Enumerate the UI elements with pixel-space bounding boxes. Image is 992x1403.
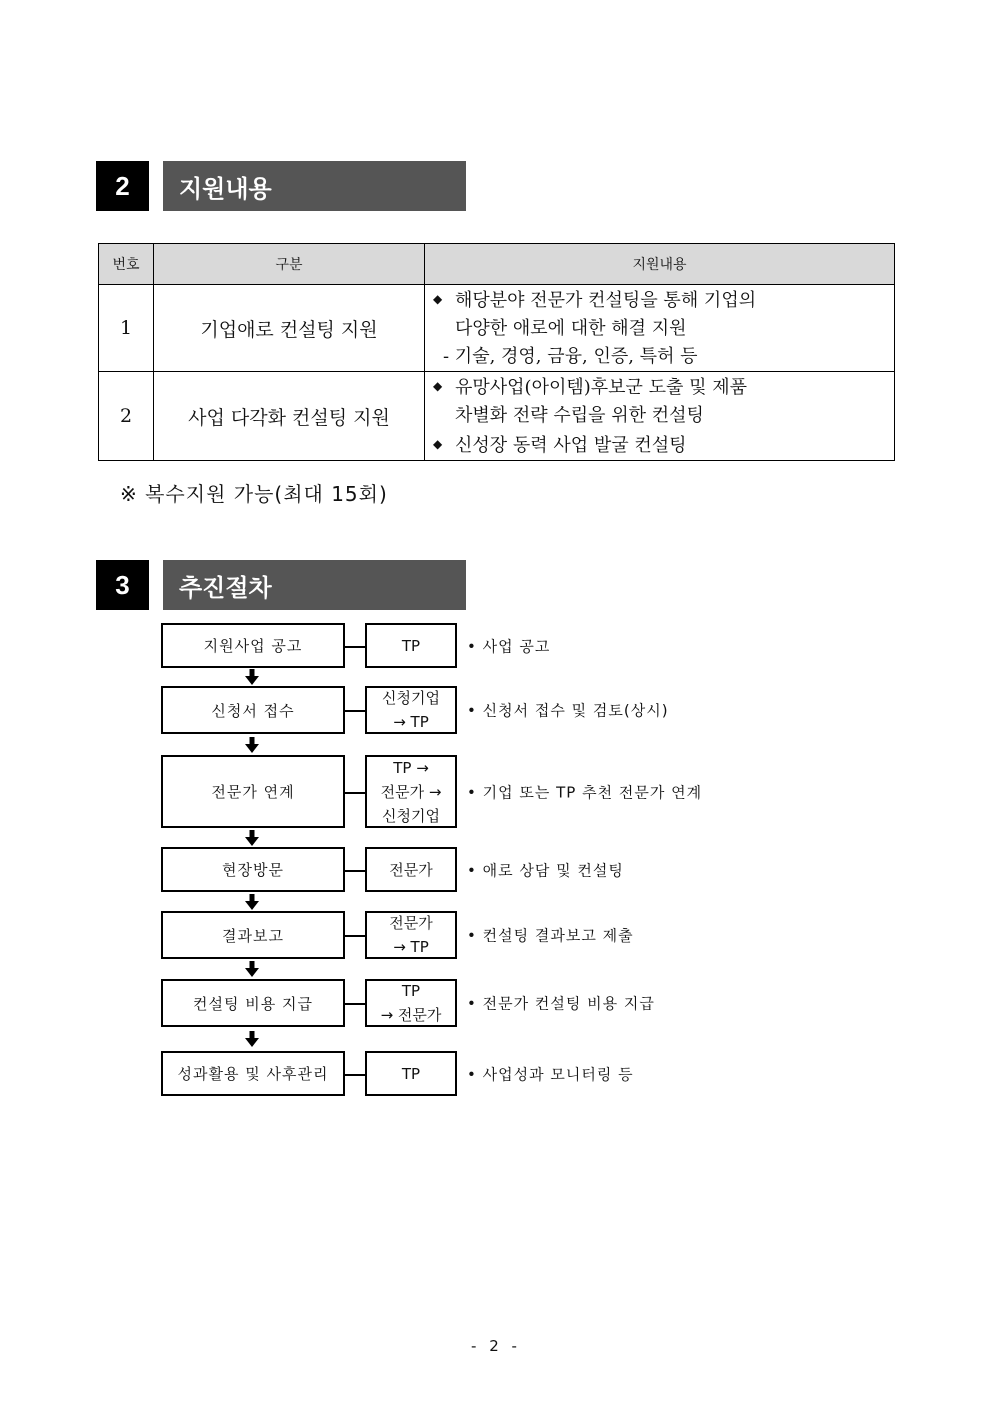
step-name: 지원사업 공고 (161, 623, 345, 668)
step-description: • 사업 공고 (467, 637, 551, 655)
content-bullet: ◆ 유망사업(아이템)후보군 도출 및 제품 (433, 372, 888, 402)
table-row (99, 372, 895, 461)
diamond-bullet-icon: ◆ (433, 379, 443, 393)
row-category: 사업 다각화 컨설팅 지원 (154, 372, 425, 461)
process-step (161, 847, 624, 892)
down-arrow-icon (245, 669, 259, 685)
content-bullet-continued: 차별화 전략 수립을 위한 컨설팅 (455, 405, 704, 426)
process-step (161, 686, 669, 734)
section-number: 3 (96, 560, 149, 610)
table-header-row (99, 244, 895, 285)
step-name: 현장방문 (161, 847, 345, 892)
process-step (161, 1051, 634, 1096)
step-description: • 컨설팅 결과보고 제출 (467, 926, 634, 945)
connector-line (345, 870, 365, 872)
step-actor: TP → 전문가 → 신청기업 (365, 755, 457, 828)
support-content-table (98, 243, 895, 461)
section-title: 추진절차 (163, 560, 466, 610)
row-content (425, 372, 895, 461)
row-content (425, 285, 895, 372)
down-arrow-icon (245, 830, 259, 846)
multiple-support-note: ※ 복수지원 가능(최대 15회) (120, 482, 388, 506)
process-step (161, 979, 655, 1027)
table-row (99, 285, 895, 372)
connector-line (345, 710, 365, 712)
page-number: - 2 - (471, 1337, 521, 1355)
content-bullet-continued: 다양한 애로에 대한 해결 지원 (455, 318, 687, 339)
content-sub-item: - 기술, 경영, 금융, 인증, 특허 등 (443, 346, 698, 367)
header-category: 구분 (154, 244, 425, 285)
row-category: 기업애로 컨설팅 지원 (154, 285, 425, 372)
down-arrow-icon (245, 961, 259, 977)
connector-line (345, 1003, 365, 1005)
row-number: 1 (99, 285, 154, 372)
down-arrow-icon (245, 737, 259, 753)
connector-line (345, 792, 365, 794)
step-actor: 신청기업 → TP (365, 686, 457, 734)
step-description: • 애로 상담 및 컨설팅 (467, 861, 624, 879)
step-name: 신청서 접수 (161, 686, 345, 734)
section-title: 지원내용 (163, 161, 466, 211)
process-step (161, 623, 551, 668)
row-number: 2 (99, 372, 154, 461)
step-name: 성과활용 및 사후관리 (161, 1051, 345, 1096)
step-description: • 사업성과 모니터링 등 (467, 1065, 634, 1083)
step-name: 결과보고 (161, 911, 345, 959)
header-content: 지원내용 (425, 244, 895, 285)
step-description: • 전문가 컨설팅 비용 지급 (467, 994, 655, 1013)
down-arrow-icon (245, 1031, 259, 1047)
header-number: 번호 (99, 244, 154, 285)
content-bullet: ◆ 신성장 동력 사업 발굴 컨설팅 (433, 430, 888, 460)
connector-line (345, 935, 365, 937)
diamond-bullet-icon: ◆ (433, 292, 443, 306)
step-actor: TP (365, 1051, 457, 1096)
step-actor: 전문가 → TP (365, 911, 457, 959)
diamond-bullet-icon: ◆ (433, 437, 443, 451)
step-actor: 전문가 (365, 847, 457, 892)
connector-line (345, 1074, 365, 1076)
step-description: • 신청서 접수 및 검토(상시) (467, 701, 669, 720)
step-actor: TP (365, 623, 457, 668)
process-step (161, 755, 703, 828)
section-number: 2 (96, 161, 149, 211)
step-actor: TP → 전문가 (365, 979, 457, 1027)
step-name: 전문가 연계 (161, 755, 345, 828)
down-arrow-icon (245, 894, 259, 910)
connector-line (345, 646, 365, 648)
step-name: 컨설팅 비용 지급 (161, 979, 345, 1027)
content-bullet: ◆ 해당분야 전문가 컨설팅을 통해 기업의 (433, 285, 888, 315)
process-step (161, 911, 634, 959)
step-description: • 기업 또는 TP 추천 전문가 연계 (467, 783, 703, 801)
